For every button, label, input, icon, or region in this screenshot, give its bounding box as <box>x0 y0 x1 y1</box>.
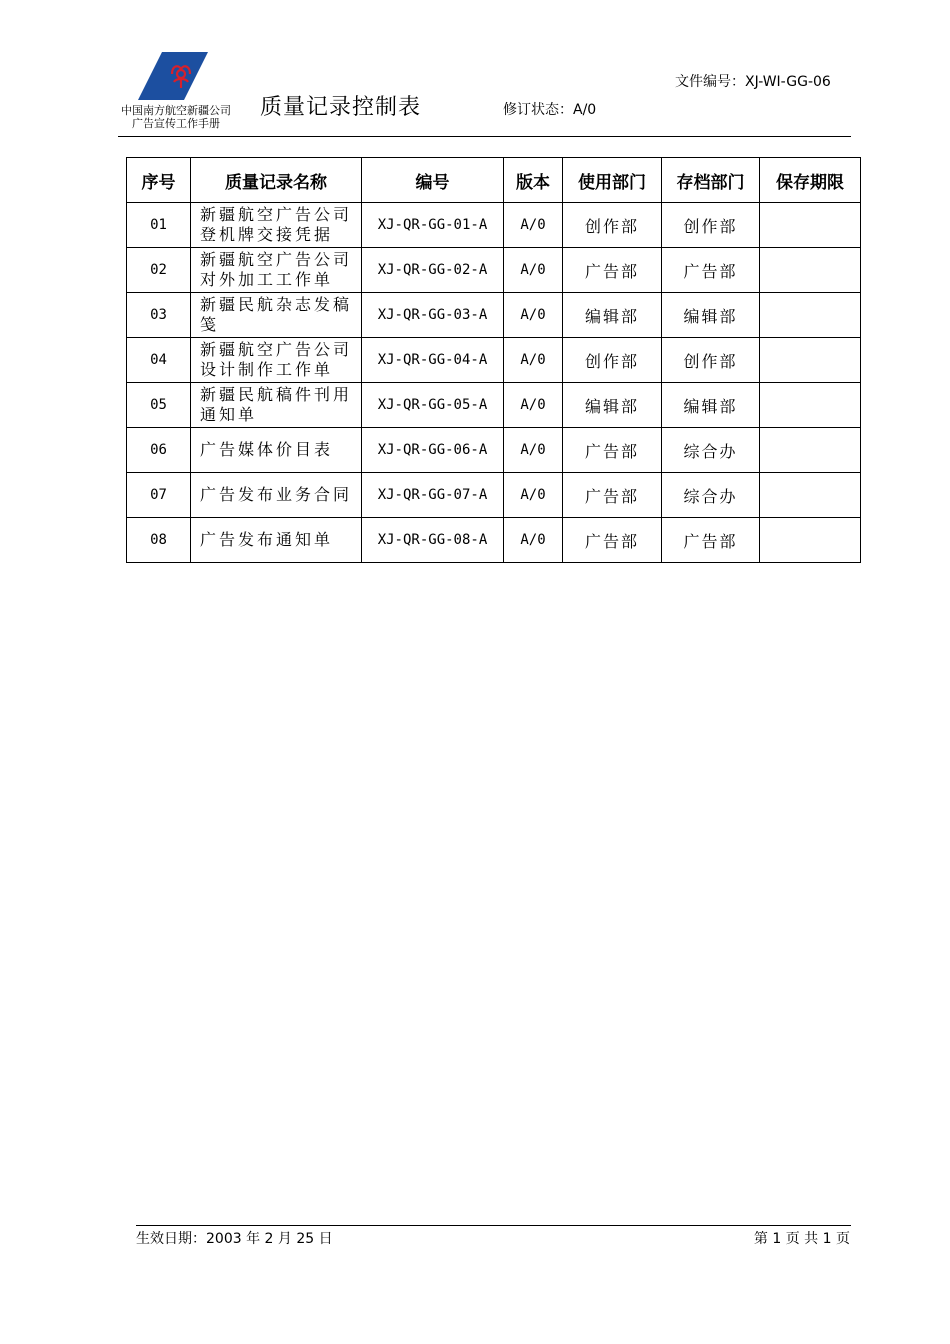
cell-code: XJ-QR-GG-03-A <box>362 293 504 338</box>
company-block <box>116 104 236 130</box>
cell-code: XJ-QR-GG-06-A <box>362 428 504 473</box>
revision-status: 修订状态：A/0 <box>503 102 597 118</box>
cell-name: 新疆民航杂志发稿笺 <box>191 293 362 338</box>
company-logo-icon <box>138 52 208 100</box>
cell-archive-dept: 广告部 <box>662 518 760 563</box>
cell-name: 广告发布通知单 <box>191 518 362 563</box>
cell-version: A/0 <box>504 518 563 563</box>
cell-retention <box>760 248 861 293</box>
footer-divider <box>136 1225 851 1226</box>
header-divider <box>118 136 851 137</box>
cell-seq: 06 <box>127 428 191 473</box>
cell-seq: 01 <box>127 203 191 248</box>
column-header-name: 质量记录名称 <box>191 158 362 203</box>
cell-seq: 07 <box>127 473 191 518</box>
cell-archive-dept: 创作部 <box>662 203 760 248</box>
cell-code: XJ-QR-GG-02-A <box>362 248 504 293</box>
cell-retention <box>760 293 861 338</box>
cell-retention <box>760 518 861 563</box>
column-header-retention: 保存期限 <box>760 158 861 203</box>
cell-name: 新疆航空广告公司对外加工工作单 <box>191 248 362 293</box>
cell-seq: 02 <box>127 248 191 293</box>
cell-archive-dept: 编辑部 <box>662 293 760 338</box>
cell-user-dept: 广告部 <box>563 518 662 563</box>
page-info: 第 1 页 共 1 页 <box>753 1231 850 1247</box>
cell-name: 新疆民航稿件刊用通知单 <box>191 383 362 428</box>
cell-retention <box>760 428 861 473</box>
column-header-user-dept: 使用部门 <box>563 158 662 203</box>
cell-version: A/0 <box>504 338 563 383</box>
table-header-row <box>127 158 861 203</box>
table-row <box>127 248 861 293</box>
cell-user-dept: 编辑部 <box>563 383 662 428</box>
cell-archive-dept: 综合办 <box>662 473 760 518</box>
table-row <box>127 203 861 248</box>
column-header-seq: 序号 <box>127 158 191 203</box>
cell-version: A/0 <box>504 473 563 518</box>
cell-archive-dept: 编辑部 <box>662 383 760 428</box>
cell-seq: 05 <box>127 383 191 428</box>
cell-retention <box>760 473 861 518</box>
cell-user-dept: 广告部 <box>563 473 662 518</box>
column-header-archive-dept: 存档部门 <box>662 158 760 203</box>
cell-seq: 04 <box>127 338 191 383</box>
cell-version: A/0 <box>504 248 563 293</box>
cell-seq: 03 <box>127 293 191 338</box>
cell-code: XJ-QR-GG-08-A <box>362 518 504 563</box>
cell-name: 广告媒体价目表 <box>191 428 362 473</box>
column-header-code: 编号 <box>362 158 504 203</box>
cell-version: A/0 <box>504 428 563 473</box>
cell-user-dept: 创作部 <box>563 203 662 248</box>
cell-archive-dept: 广告部 <box>662 248 760 293</box>
quality-record-table <box>126 157 861 563</box>
cell-retention <box>760 338 861 383</box>
cell-code: XJ-QR-GG-07-A <box>362 473 504 518</box>
cell-archive-dept: 创作部 <box>662 338 760 383</box>
manual-name: 广告宣传工作手册 <box>132 117 220 130</box>
table-row <box>127 428 861 473</box>
table-row <box>127 383 861 428</box>
cell-version: A/0 <box>504 203 563 248</box>
cell-archive-dept: 综合办 <box>662 428 760 473</box>
cell-user-dept: 创作部 <box>563 338 662 383</box>
cell-user-dept: 广告部 <box>563 428 662 473</box>
document-number: 文件编号：XJ-WI-GG-06 <box>675 74 831 90</box>
cell-retention <box>760 383 861 428</box>
cell-version: A/0 <box>504 293 563 338</box>
cell-name: 新疆航空广告公司登机牌交接凭据 <box>191 203 362 248</box>
effective-date: 生效日期：2003 年 2 月 25 日 <box>136 1231 333 1247</box>
cell-code: XJ-QR-GG-05-A <box>362 383 504 428</box>
cell-retention <box>760 203 861 248</box>
cell-code: XJ-QR-GG-04-A <box>362 338 504 383</box>
cell-code: XJ-QR-GG-01-A <box>362 203 504 248</box>
table-row <box>127 293 861 338</box>
cell-name: 广告发布业务合同 <box>191 473 362 518</box>
table-row <box>127 473 861 518</box>
table-row <box>127 518 861 563</box>
table-row <box>127 338 861 383</box>
cell-version: A/0 <box>504 383 563 428</box>
cell-user-dept: 广告部 <box>563 248 662 293</box>
column-header-version: 版本 <box>504 158 563 203</box>
cell-user-dept: 编辑部 <box>563 293 662 338</box>
company-name: 中国南方航空新疆公司 <box>121 104 231 117</box>
page-title: 质量记录控制表 <box>260 95 422 120</box>
cell-seq: 08 <box>127 518 191 563</box>
cell-name: 新疆航空广告公司设计制作工作单 <box>191 338 362 383</box>
